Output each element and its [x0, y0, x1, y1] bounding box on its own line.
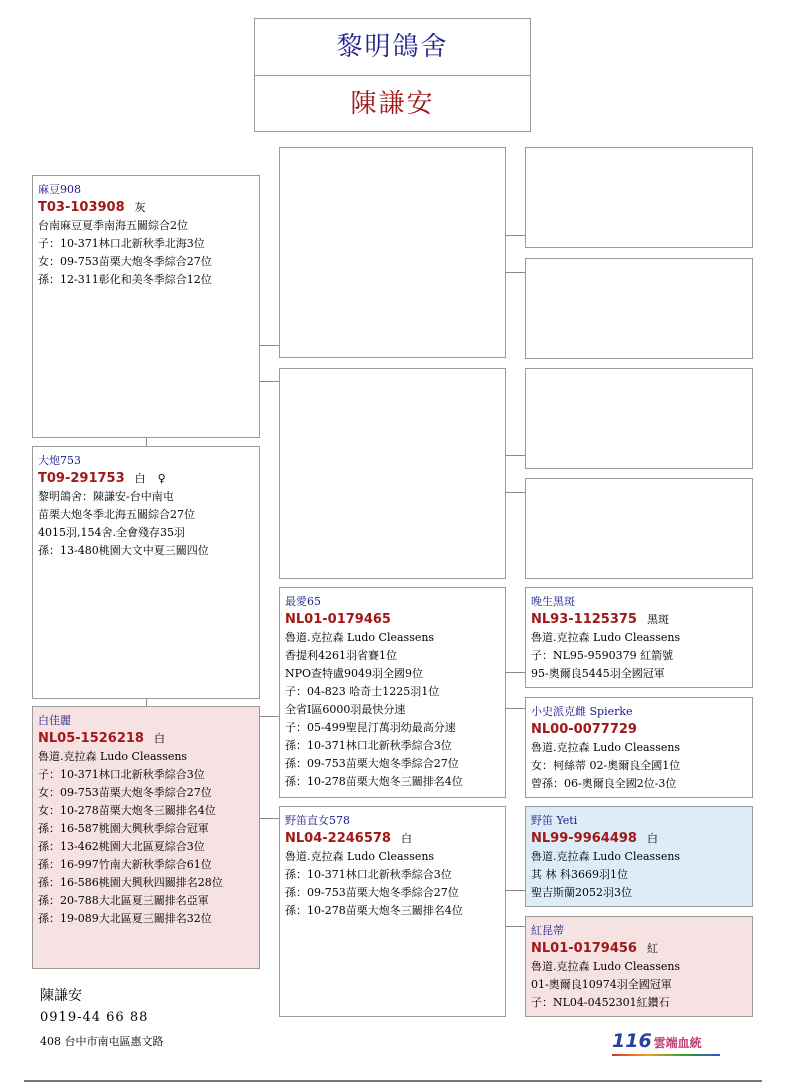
record-line: 孫：10-278苗栗大炮冬三關排名4位 [285, 775, 463, 788]
connector-line [259, 381, 279, 382]
ring-number: NL04-2246578 [285, 831, 391, 846]
connector-line [505, 890, 525, 891]
connector-line [505, 708, 525, 709]
pedigree-card-subject[interactable] [32, 446, 260, 699]
record-line: 曾孫：06-奧爾良全國2位-3位 [531, 777, 677, 790]
connector-line [505, 272, 525, 273]
ring-number: T09-291753 [38, 471, 125, 486]
pedigree-card-dam[interactable] [32, 706, 260, 969]
record-line: 聖吉斯蘭2052羽3位 [531, 886, 632, 899]
record-line: 香提利4261羽省賽1位 [285, 649, 397, 662]
record-line: 孫：10-371林口北新秋季綜合3位 [285, 739, 452, 752]
record-line: 魯道.克拉森 Ludo Cleassens [38, 750, 188, 763]
pedigree-card-gen3-6[interactable] [525, 697, 753, 798]
bird-name: 麻豆908 [38, 183, 81, 196]
ring-number: NL93-1125375 [531, 612, 637, 627]
record-line: 魯道.克拉森 Ludo Cleassens [285, 631, 435, 644]
logo-number: 116 [612, 1030, 652, 1052]
record-line: 子：NL04-0452301紅鑽石 [531, 996, 670, 1009]
record-line: 子：04-823 哈奇士1225羽1位 [285, 685, 440, 698]
connector-line [505, 455, 525, 456]
record-line: 孫：16-997竹南大新秋季綜合61位 [38, 858, 212, 871]
record-line: 女：10-278苗栗大炮冬三關排名4位 [38, 804, 216, 817]
record-line: 孫：12-311彰化和美冬季綜合12位 [38, 273, 212, 286]
pedigree-card-dam-dam[interactable] [279, 806, 506, 1017]
pedigree-card-sire-sire[interactable] [279, 147, 506, 358]
record-line: 子：10-371林口北新秋季北海3位 [38, 237, 205, 250]
bird-name: 白佳麗 [38, 714, 71, 727]
connector-line [259, 818, 279, 819]
ring-number: NL05-1526218 [38, 731, 144, 746]
record-line: 台南麻豆夏季南海五關綜合2位 [38, 219, 188, 232]
record-line: 黎明鴿舍：陳謙安-台中南屯 [38, 490, 174, 503]
record-line: 苗栗大炮冬季北海五關綜合27位 [38, 508, 195, 521]
ring-number: NL01-0179456 [531, 941, 637, 956]
record-line: 95-奧爾良5445羽全國冠軍 [531, 667, 665, 680]
record-line: 女：柯絲蒂 02-奧爾良全國1位 [531, 759, 681, 772]
record-line: 孫：20-788大北區夏三關排名亞軍 [38, 894, 209, 907]
bird-name: 紅昆蒂 [531, 924, 564, 937]
connector-line [505, 235, 525, 236]
pedigree-card-dam-sire[interactable] [279, 587, 506, 798]
ring-number: T03-103908 [38, 200, 125, 215]
bird-color: 白 [400, 832, 412, 845]
footer-address: 408 台中市南屯區惠文路 [40, 1035, 164, 1048]
record-line: 魯道.克拉森 Ludo Cleassens [531, 960, 681, 973]
connector-line [259, 716, 279, 717]
logo-underline [612, 1054, 720, 1056]
record-line: 其 林 科3669羽1位 [531, 868, 628, 881]
footer-phone: 0919-44 66 88 [40, 1010, 149, 1025]
record-line: 孫：13-462桃園大北區夏綜合3位 [38, 840, 205, 853]
record-line: 孫：19-089大北區夏三關排名32位 [38, 912, 212, 925]
loft-name: 黎明鴿舍 [255, 19, 530, 76]
pedigree-card-gen3-8[interactable] [525, 916, 753, 1017]
pedigree-card-gen3-3[interactable] [525, 368, 753, 469]
female-sex-icon: ♀ [157, 472, 166, 485]
record-line: 孫：10-371林口北新秋季綜合3位 [285, 868, 452, 881]
record-line: 孫：16-586桃園大興秋四關排名28位 [38, 876, 223, 889]
pedigree-card-gen3-7[interactable] [525, 806, 753, 907]
record-line: 孫：13-480桃園大文中夏三關四位 [38, 544, 209, 557]
bird-name: 野笛直女578 [285, 814, 350, 827]
ring-number: NL01-0179465 [285, 612, 391, 627]
pedigree-card-gen3-1[interactable] [525, 147, 753, 248]
record-line: 01-奧爾良10974羽全國冠軍 [531, 978, 672, 991]
header-box [254, 18, 531, 132]
record-line: 魯道.克拉森 Ludo Cleassens [531, 850, 681, 863]
bird-name: 大炮753 [38, 454, 81, 467]
record-line: 4015羽,154舍.全會殘存35羽 [38, 526, 185, 539]
owner-name: 陳謙安 [350, 89, 435, 119]
footer-owner-name: 陳謙安 [40, 988, 82, 1004]
record-line: 子：10-371林口北新秋季綜合3位 [38, 768, 205, 781]
bird-color: 紅 [646, 942, 658, 955]
bird-color: 白 [646, 832, 658, 845]
bird-name: 野笛 Yeti [531, 814, 578, 827]
record-line: 孫：09-753苗栗大炮冬季綜合27位 [285, 757, 459, 770]
bottom-divider [24, 1080, 762, 1082]
logo-text: 雲端血統 [653, 1036, 702, 1050]
bird-name: 小史派克雌 Spierke [531, 705, 633, 718]
bird-color: 白 [134, 472, 146, 485]
connector-line [259, 345, 279, 346]
bird-color: 白 [153, 732, 165, 745]
connector-line [505, 492, 525, 493]
ring-number: NL00-0077729 [531, 722, 637, 737]
record-line: 子：05-499聖昆汀萬羽幼最高分速 [285, 721, 456, 734]
pedigree-card-gen3-5[interactable] [525, 587, 753, 688]
pedigree-card-sire[interactable] [32, 175, 260, 438]
record-line: 孫：09-753苗栗大炮冬季綜合27位 [285, 886, 459, 899]
record-line: 全省I區6000羽最快分速 [285, 703, 406, 716]
ring-number: NL99-9964498 [531, 831, 637, 846]
bird-color: 黑斑 [646, 613, 669, 626]
bird-name: 最愛65 [285, 595, 321, 608]
record-line: 魯道.克拉森 Ludo Cleassens [531, 631, 681, 644]
pedigree-card-gen3-4[interactable] [525, 478, 753, 579]
record-line: 孫：16-587桃園大興秋季綜合冠軍 [38, 822, 209, 835]
record-line: 女：09-753苗栗大炮冬季綜合27位 [38, 786, 212, 799]
record-line: 魯道.克拉森 Ludo Cleassens [285, 850, 435, 863]
record-line: 孫：10-278苗栗大炮冬三關排名4位 [285, 904, 463, 917]
brand-logo[interactable] [612, 1030, 702, 1052]
record-line: 魯道.克拉森 Ludo Cleassens [531, 741, 681, 754]
pedigree-card-gen3-2[interactable] [525, 258, 753, 359]
record-line: NPO查特盧9049羽全國9位 [285, 667, 424, 680]
record-line: 子：NL95-9590379 紅箭號 [531, 649, 674, 662]
connector-line [505, 672, 525, 673]
pedigree-card-sire-dam[interactable] [279, 368, 506, 579]
record-line: 女：09-753苗栗大炮冬季綜合27位 [38, 255, 212, 268]
bird-name: 晚生黑斑 [531, 595, 575, 608]
bird-color: 灰 [134, 201, 146, 214]
connector-line [505, 926, 525, 927]
